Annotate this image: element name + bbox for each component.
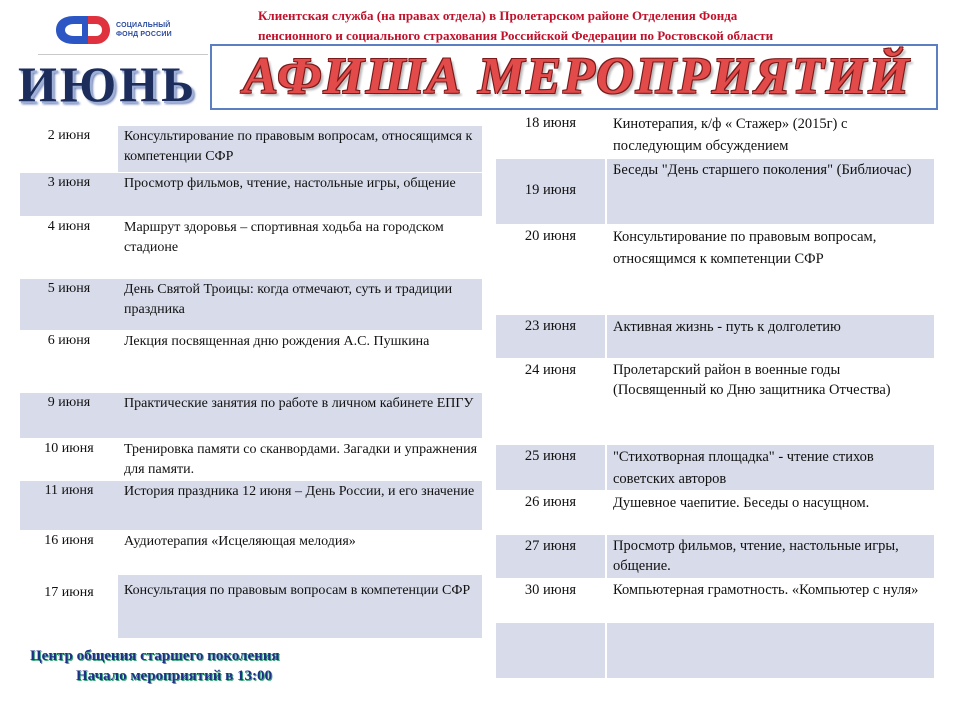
table-row (496, 490, 934, 534)
table-row (20, 216, 482, 278)
table-row (496, 112, 934, 158)
event-text: Просмотр фильмов, чтение, настольные игры, общение. (613, 537, 899, 574)
event-text: Тренировка памяти со сканвордами. Загадки и упражнения для памяти. (124, 441, 478, 477)
table-row (20, 278, 482, 330)
event-date (20, 574, 118, 638)
event-date: 18 июня (496, 112, 606, 158)
event-text: Консультация по правовым вопросам в компетенции СФР (124, 582, 471, 598)
footer-line-1: Центр общения старшего поколения (30, 648, 280, 664)
event-text-cell (606, 444, 934, 490)
event-text: Активная жизнь - путь к долголетию (613, 318, 841, 335)
table-row (20, 330, 482, 392)
event-date-text: 19 июня (524, 181, 577, 198)
event-text-cell (606, 358, 934, 444)
event-text-cell (118, 530, 482, 574)
empty-text-cell (606, 622, 934, 678)
table-row (20, 480, 482, 530)
event-text: Лекция посвященная дню рождения А.С. Пушкина (124, 333, 430, 349)
event-date: 4 июня (20, 216, 118, 278)
table-row (20, 126, 482, 172)
organization-line-1: Клиентская служба (на правах отдела) в Пролетарском районе Отделения Фонда (258, 8, 738, 23)
sfr-logo (52, 10, 192, 50)
event-text-cell (606, 534, 934, 578)
event-text-cell (118, 480, 482, 530)
event-text-cell (606, 578, 934, 622)
table-row (496, 534, 934, 578)
event-text: Аудиотерапия «Исцеляющая мелодия» (124, 533, 356, 549)
events-banner-title: АФИША МЕРОПРИЯТИЙ (243, 48, 911, 105)
event-text: "Стихотворная площадка" - чтение стихов советских авторов (613, 448, 874, 487)
event-date: 6 июня (20, 330, 118, 392)
event-date: 24 июня (496, 358, 606, 444)
table-row (20, 172, 482, 216)
table-row (496, 578, 934, 622)
schedule-table-left (20, 126, 482, 639)
event-text-cell (118, 438, 482, 480)
table-row (496, 314, 934, 358)
event-text-cell (606, 112, 934, 158)
event-text-cell (118, 574, 482, 638)
logo-line-1: СОЦИАЛЬНЫЙ (116, 22, 171, 29)
event-text: Компьютерная грамотность. «Компьютер с нуля» (613, 581, 919, 598)
event-text: Пролетарский район в военные годы (Посвященный ко Дню защитника Отчества) (613, 361, 891, 398)
table-row (20, 392, 482, 438)
event-text-cell (606, 158, 934, 224)
event-text-cell (118, 392, 482, 438)
event-date: 23 июня (496, 314, 606, 358)
event-text: История праздника 12 июня – День России, и его значение (124, 483, 475, 499)
table-row (496, 158, 934, 224)
footer-note (30, 646, 370, 686)
event-text: День Святой Троицы: когда отмечают, суть и традиции праздника (124, 281, 453, 317)
event-text-cell (118, 330, 482, 392)
event-text: Консультирование по правовым вопросам, относящимся к компетенции СФР (613, 228, 877, 267)
event-date: 9 июня (20, 392, 118, 438)
logo-wordmark (116, 21, 172, 39)
event-text: Маршрут здоровья – спортивная ходьба на городском стадионе (124, 219, 444, 255)
month-title: ИЮНЬ (18, 56, 198, 112)
event-text: Кинотерапия, к/ф « Стажер» (2015г) с последующим обсуждением (613, 116, 848, 154)
footer-line-2: Начало мероприятий в 13:00 (76, 668, 273, 684)
event-text-cell (118, 216, 482, 278)
event-text-cell (118, 126, 482, 172)
event-date: 26 июня (496, 490, 606, 534)
event-text: Просмотр фильмов, чтение, настольные игры, общение (124, 175, 456, 191)
table-row-empty (496, 622, 934, 678)
table-row (496, 444, 934, 490)
event-text: Беседы "День старшего поколения" (Библиочас) (613, 161, 912, 178)
table-row (20, 530, 482, 574)
event-date-text: 17 июня (44, 584, 94, 600)
table-row (20, 438, 482, 480)
event-date: 16 июня (20, 530, 118, 574)
event-text-cell (606, 490, 934, 534)
event-date (496, 158, 606, 224)
event-date: 3 июня (20, 172, 118, 216)
event-text-cell (606, 314, 934, 358)
event-date: 5 июня (20, 278, 118, 330)
event-date: 25 июня (496, 444, 606, 490)
sfr-logo-icon (52, 12, 112, 48)
event-date: 2 июня (20, 126, 118, 172)
event-date: 11 июня (20, 480, 118, 530)
event-text-cell (118, 172, 482, 216)
event-text: Душевное чаепитие. Беседы о насущном. (613, 494, 870, 511)
event-text: Консультирование по правовым вопросам, относящимся к компетенции СФР (124, 129, 473, 164)
events-banner (210, 44, 938, 110)
schedule-table-right (496, 112, 934, 679)
event-date: 27 июня (496, 534, 606, 578)
table-row (20, 574, 482, 638)
event-text: Практические занятия по работе в личном кабинете ЕПГУ (124, 395, 474, 411)
event-text-cell (118, 278, 482, 330)
table-row (496, 358, 934, 444)
empty-date-cell (496, 622, 606, 678)
logo-line-2: ФОНД РОССИИ (116, 31, 172, 38)
event-text-cell (606, 224, 934, 314)
organization-line-2: пенсионного и социального страхования Российской Федерации по Ростовской области (258, 28, 774, 43)
event-date: 20 июня (496, 224, 606, 314)
table-row (496, 224, 934, 314)
event-date: 10 июня (20, 438, 118, 480)
event-date: 30 июня (496, 578, 606, 622)
organization-title (258, 6, 918, 46)
